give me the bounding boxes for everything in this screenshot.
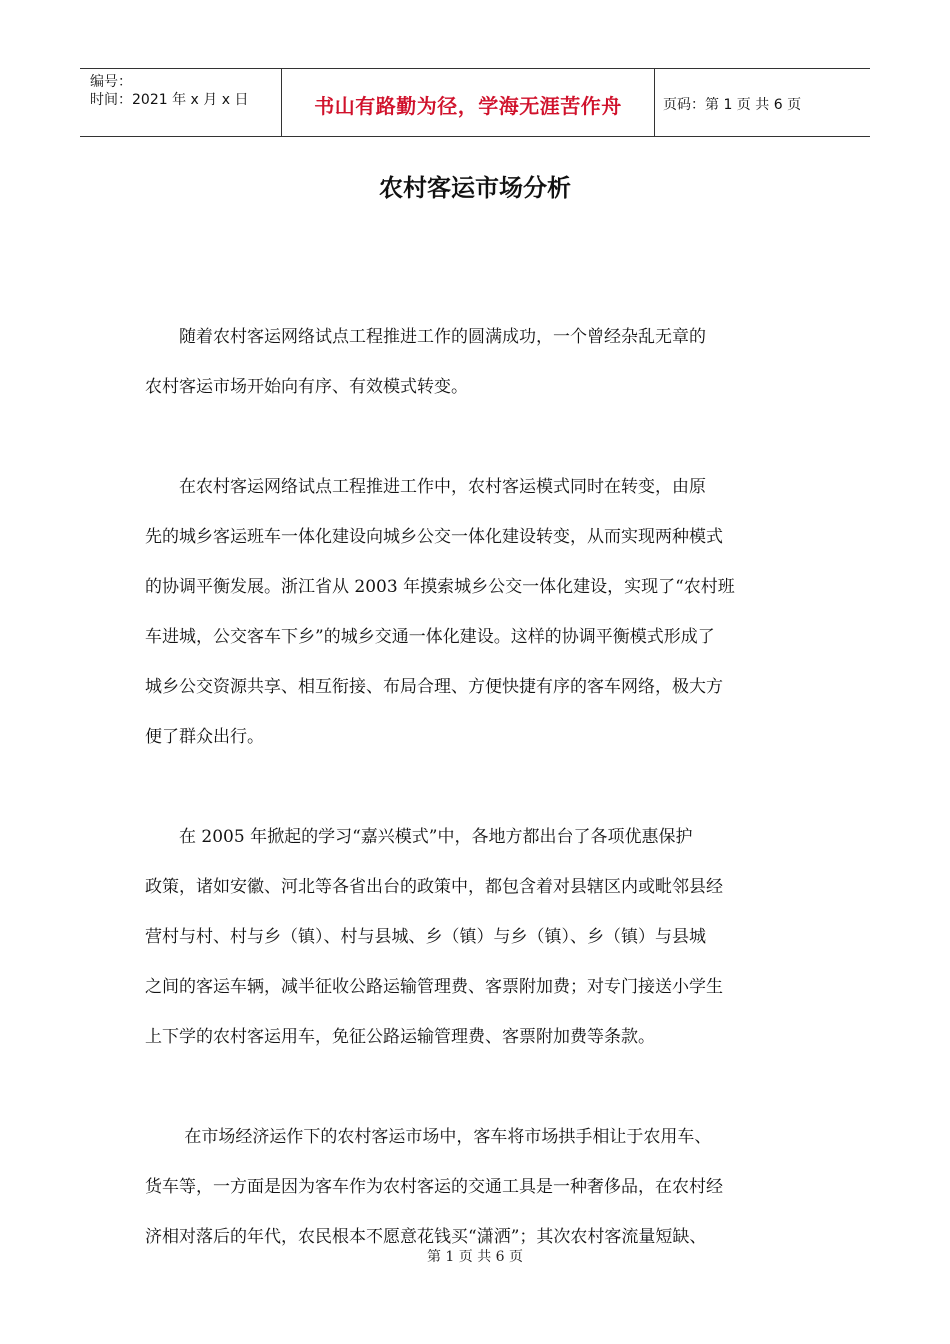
text-line: 城乡公交资源共享、相互衔接、布局合理、方便快捷有序的客车网络，极大方 (145, 677, 723, 697)
paragraph (145, 470, 835, 770)
text-line: 在 2005 年掀起的学习“嘉兴模式”中，各地方都出台了各项优惠保护 (145, 827, 693, 847)
header-meta (80, 69, 282, 136)
time-label: 时间：2021 年 x 月 x 日 (90, 92, 249, 108)
text-line: 便了群众出行。 (145, 727, 264, 747)
page-code: 页码：第 1 页 共 6 页 (663, 96, 802, 113)
text-line: 先的城乡客运班车一体化建设向城乡公交一体化建设转变，从而实现两种模式 (145, 527, 723, 547)
text-line: 上下学的农村客运用车，免征公路运输管理费、客票附加费等条款。 (145, 1027, 655, 1047)
text-line: 货车等，一方面是因为客车作为农村客运的交通工具是一种奢侈品，在农村经 (145, 1177, 723, 1197)
text-line: 农村客运市场开始向有序、有效模式转变。 (145, 377, 468, 397)
header-motto-cell (282, 69, 655, 136)
text-line: 随着农村客运网络试点工程推进工作的圆满成功，一个曾经杂乱无章的 (145, 327, 706, 347)
text-line: 营村与村、村与乡（镇）、村与县城、乡（镇）与乡（镇）、乡（镇）与县城 (145, 927, 706, 947)
document-header (80, 68, 870, 137)
header-page-cell (655, 69, 870, 136)
text-line: 车进城，公交客车下乡”的城乡交通一体化建设。这样的协调平衡模式形成了 (145, 627, 715, 647)
document-title: 农村客运市场分析 (379, 174, 571, 202)
motto: 书山有路勤为径，学海无涯苦作舟 (314, 94, 622, 118)
text-line: 济相对落后的年代，农民根本不愿意花钱买“潇洒”；其次农村客流量短缺、 (145, 1227, 707, 1247)
text-line: 的协调平衡发展。浙江省从 2003 年摸索城乡公交一体化建设，实现了“农村班 (145, 577, 735, 597)
document-body (145, 320, 835, 1270)
page-footer: 第 1 页 共 6 页 (426, 1249, 524, 1265)
text-line: 在农村客运网络试点工程推进工作中，农村客运模式同时在转变，由原 (145, 477, 706, 497)
paragraph (145, 320, 835, 420)
number-label: 编号： (90, 74, 132, 90)
text-line: 政策，诸如安徽、河北等各省出台的政策中，都包含着对县辖区内或毗邻县经 (145, 877, 723, 897)
text-line: 在市场经济运作下的农村客运市场中，客车将市场拱手相让于农用车、 (145, 1127, 712, 1147)
paragraph (145, 820, 835, 1070)
text-line: 之间的客运车辆，减半征收公路运输管理费、客票附加费；对专门接送小学生 (145, 977, 723, 997)
